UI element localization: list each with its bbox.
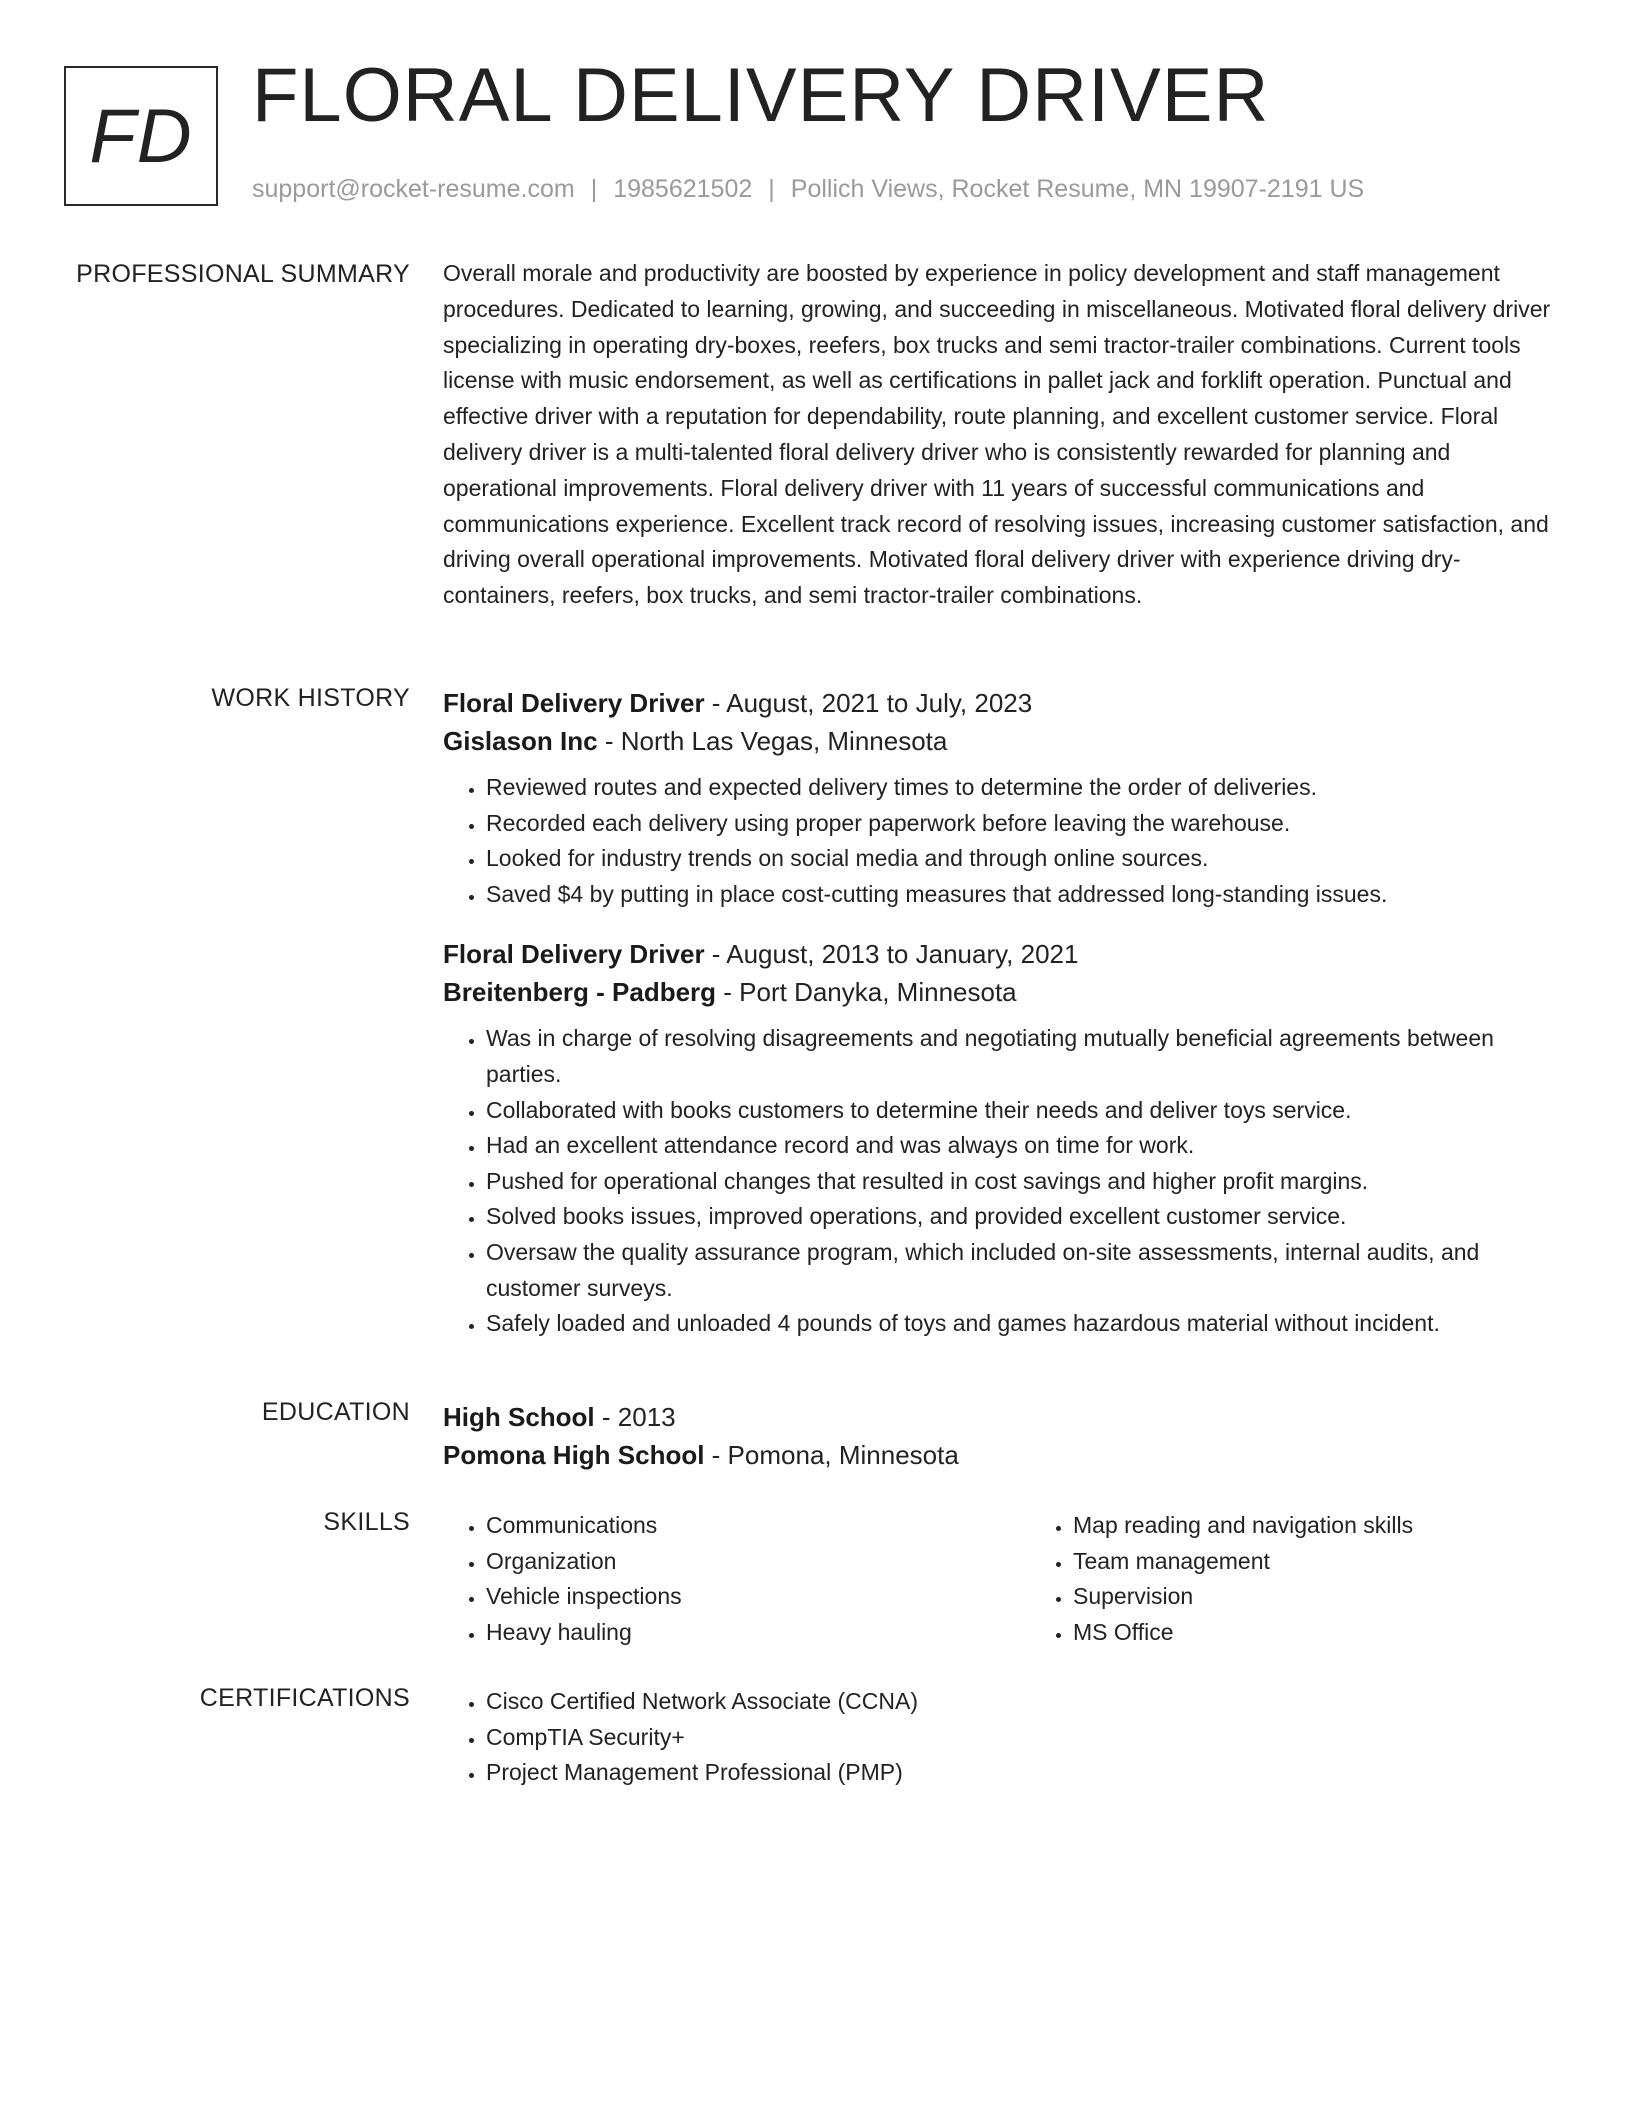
section-label-summary: PROFESSIONAL SUMMARY <box>76 260 410 288</box>
job-title-line <box>443 935 1553 973</box>
job-location: - North Las Vegas, Minnesota <box>597 726 948 756</box>
job-company: Gislason Inc <box>443 726 598 756</box>
job-duty-item: • Recorded each delivery using proper paperwork before leaving the warehouse. <box>486 806 1553 842</box>
job-duties-list <box>443 1021 1553 1341</box>
skills-list-left <box>443 1508 1030 1650</box>
education-location: - Pomona, Minnesota <box>704 1440 959 1470</box>
job-duty-item: • Was in charge of resolving disagreements and negotiating mutually beneficial agreements between parties. <box>486 1021 1553 1092</box>
certification-item: • Cisco Certified Network Associate (CCNA) <box>486 1684 1553 1720</box>
skill-item: • Team management <box>1073 1544 1573 1580</box>
skills-columns <box>443 1508 1553 1650</box>
job-duty-item: • Oversaw the quality assurance program, which included on-site assessments, internal audits, and customer surveys. <box>486 1235 1553 1306</box>
certification-item: • Project Management Professional (PMP) <box>486 1755 1553 1791</box>
job-company: Breitenberg - Padberg <box>443 977 717 1008</box>
skills-list-right <box>1030 1508 1573 1650</box>
job-duty-item: • Saved $4 by putting in place cost-cutting measures that addressed long-standing issues. <box>486 877 1553 913</box>
job-company-line <box>443 973 1553 1011</box>
education-body <box>443 1398 1553 1474</box>
skills-body <box>443 1508 1553 1650</box>
contact-separator: | <box>590 175 598 203</box>
job-duty-item: • Had an excellent attendance record and was always on time for work. <box>486 1128 1553 1164</box>
education-year: - 2013 <box>594 1402 676 1432</box>
job-entry <box>443 684 1553 912</box>
certification-item: • CompTIA Security+ <box>486 1720 1553 1756</box>
job-dates: - August, 2013 to January, 2021 <box>704 939 1079 970</box>
monogram-logo: FD <box>64 66 218 206</box>
job-title: Floral Delivery Driver <box>443 688 705 718</box>
job-duty-item: • Collaborated with books customers to determine their needs and deliver toys service. <box>486 1093 1553 1129</box>
job-title: Floral Delivery Driver <box>443 939 705 970</box>
summary-body <box>443 256 1553 614</box>
education-school: Pomona High School <box>443 1440 705 1470</box>
job-dates: - August, 2021 to July, 2023 <box>704 688 1033 718</box>
job-duty-item: • Solved books issues, improved operations, and provided excellent customer service. <box>486 1199 1553 1235</box>
skill-item: • Communications <box>486 1508 1030 1544</box>
job-duties-list <box>443 770 1553 912</box>
skill-item: • Vehicle inspections <box>486 1579 1030 1615</box>
section-label-skills: SKILLS <box>323 1508 410 1536</box>
skill-item: • Map reading and navigation skills <box>1073 1508 1573 1544</box>
skill-item: • Supervision <box>1073 1579 1573 1615</box>
skill-item: • Organization <box>486 1544 1030 1580</box>
section-label-certifications: CERTIFICATIONS <box>199 1684 410 1712</box>
contact-separator: | <box>768 175 775 203</box>
contact-phone: 1985621502 <box>613 175 753 203</box>
job-duty-item: • Safely loaded and unloaded 4 pounds of toys and games hazardous material without incident. <box>486 1306 1553 1342</box>
skill-item: • Heavy hauling <box>486 1615 1030 1651</box>
certifications-list <box>443 1684 1553 1791</box>
contact-address: Pollich Views, Rocket Resume, MN 19907-2191 US <box>790 175 1365 203</box>
education-degree-line <box>443 1398 1553 1436</box>
summary-text: Overall morale and productivity are boosted by experience in policy development and staff management procedures. Dedicated to learning, growing, and succeeding in miscellaneous. Motivated floral delivery driver specializing in operating dry-boxes, reefers, box trucks and semi tractor-trailer combinations. Current tools license with music endorsement, as well as certifications in pallet jack and forklift operation. Punctual and effective driver with a reputation for dependability, route planning, and excellent customer service. Floral delivery driver is a multi-talented floral delivery driver who is consistently rewarded for planning and operational improvements. Floral delivery driver with 11 years of successful communications and communications experience. Excellent track record of resolving issues, increasing customer satisfaction, and driving overall operational improvements. Motivated floral delivery driver with experience driving dry-containers, reefers, box trucks, and semi tractor-trailer combinations. <box>443 260 1551 609</box>
contact-email: support@rocket-resume.com <box>252 175 575 203</box>
job-title-line <box>443 684 1553 722</box>
skill-item: • MS Office <box>1073 1615 1573 1651</box>
resume-title: FLORAL DELIVERY DRIVER <box>252 53 1270 138</box>
job-company-line <box>443 722 1553 760</box>
contact-line <box>252 175 1364 204</box>
section-label-education: EDUCATION <box>261 1398 410 1426</box>
education-school-line <box>443 1436 1553 1474</box>
job-location: - Port Danyka, Minnesota <box>716 977 1017 1008</box>
job-duty-item: • Looked for industry trends on social media and through online sources. <box>486 841 1553 877</box>
job-duty-item: • Pushed for operational changes that resulted in cost savings and higher profit margins. <box>486 1164 1553 1200</box>
section-label-work-history: WORK HISTORY <box>211 684 410 712</box>
work-history-body <box>443 684 1553 1342</box>
job-duty-item: • Reviewed routes and expected delivery times to determine the order of deliveries. <box>486 770 1553 806</box>
certifications-body <box>443 1684 1553 1791</box>
job-entry <box>443 935 1553 1341</box>
education-degree: High School <box>443 1402 595 1432</box>
